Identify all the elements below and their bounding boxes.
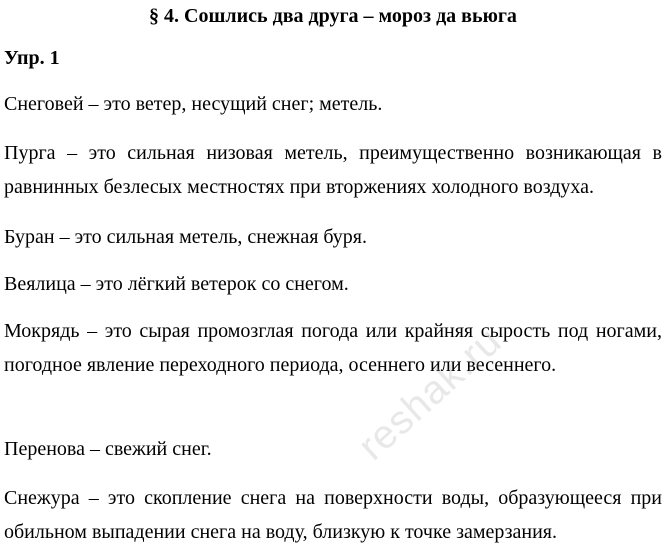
paragraph-purga: Пурга – это сильная низовая метель, преимущественно возникающая в равнинных безлесых местностях при вторжениях холодного воздуха. [4, 142, 662, 198]
paragraph-veyalitsa: Веялица – это лёгкий ветерок со снегом. [4, 273, 349, 295]
paragraph-mokryad: Мокрядь – это сырая промозглая погода или крайняя сырость под ногами, погодное явление переходного периода, осеннего или весеннего. [4, 320, 662, 376]
paragraph-perenova: Перенова – свежий снег. [4, 438, 212, 460]
page-title: § 4. Сошлись два друга – мороз да вьюга [149, 5, 517, 27]
exercise-label: Упр. 1 [4, 47, 60, 69]
paragraph-snegovey: Снеговей – это ветер, несущий снег; метель. [4, 93, 383, 115]
watermark: reshak.ru [350, 318, 511, 469]
paragraph-buran: Буран – это сильная метель, снежная буря. [4, 226, 368, 248]
paragraph-snezhura: Снежура – это скопление снега на поверхности воды, образующееся при обильном выпадении снега на воду, близкую к точке замерзания. [4, 487, 662, 543]
